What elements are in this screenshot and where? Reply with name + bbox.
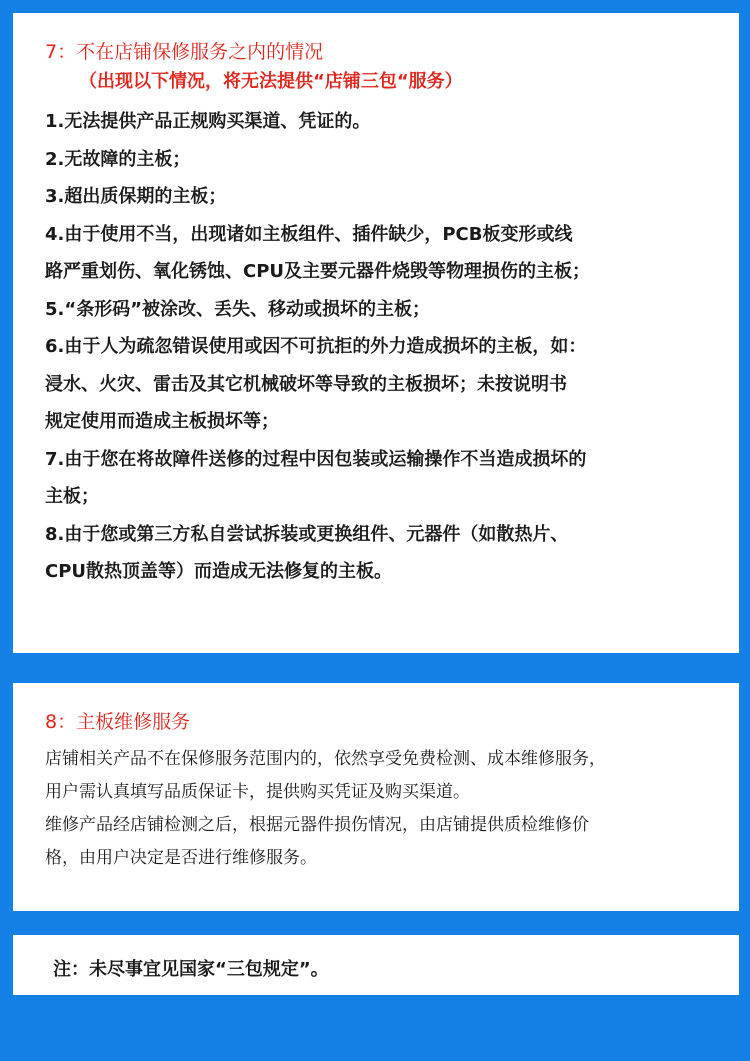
section-7-line: 主板；: [45, 486, 99, 507]
section-7-line: 3.超出质保期的主板；: [45, 186, 227, 207]
section-8-panel: [13, 683, 739, 911]
section-7-line: 路严重划伤、氧化锈蚀、CPU及主要元器件烧毁等物理损伤的主板；: [45, 261, 591, 282]
section-7-line: 规定使用而造成主板损坏等；: [45, 411, 279, 432]
section-7-line: 2.无故障的主板；: [45, 148, 191, 170]
section-8-line: 格，由用户决定是否进行维修服务。: [45, 848, 317, 868]
section-7-line: 6.由于人为疏忽错误使用或因不可抗拒的外力造成损坏的主板，如：: [45, 336, 587, 357]
note-panel: [13, 935, 739, 995]
section-8-title: 8：主板维修服务: [45, 711, 191, 733]
section-7-line: 7.由于您在将故障件送修的过程中因包装或运输操作不当造成损坏的: [45, 448, 587, 470]
section-8-line: 用户需认真填写品质保证卡，提供购买凭证及购买渠道。: [45, 782, 470, 802]
section-7-panel: [13, 13, 739, 653]
section-7-subtitle: （出现以下情况，将无法提供“店铺三包“服务）: [79, 71, 463, 92]
section-8-line: 店铺相关产品不在保修服务范围内的，依然享受免费检测、成本维修服务，: [45, 749, 606, 769]
section-7-line: 浸水、火灾、雷击及其它机械破坏等导致的主板损坏；未按说明书: [45, 373, 567, 395]
section-7-line: 5.“条形码”被涂改、丢失、移动或损坏的主板；: [45, 298, 431, 320]
section-8-line: 维修产品经店铺检测之后，根据元器件损伤情况，由店铺提供质检维修价: [45, 815, 589, 835]
section-7-line: 1.无法提供产品正规购买渠道、凭证的。: [45, 111, 371, 132]
section-7-line: 4.由于使用不当，出现诸如主板组件、插件缺少，PCB板变形或线: [45, 223, 573, 245]
section-7-line: 8.由于您或第三方私自尝试拆装或更换组件、元器件（如散热片、: [45, 523, 569, 545]
section-7-line: CPU散热顶盖等）而造成无法修复的主板。: [45, 561, 393, 582]
section-7-title: 7：不在店铺保修服务之内的情况: [45, 41, 324, 63]
note-text: 注：未尽事宜见国家“三包规定”。: [53, 959, 329, 980]
